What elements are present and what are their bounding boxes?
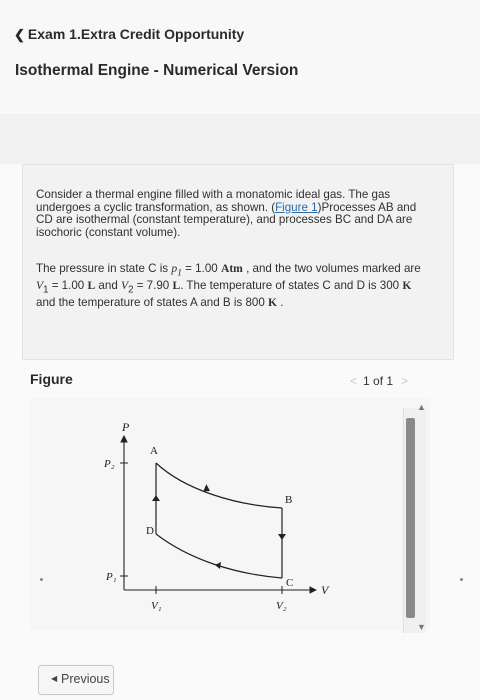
previous-label: Previous	[61, 672, 110, 686]
point-label-d: D	[146, 525, 154, 537]
problem-paragraph-2: The pressure in state C is $p_1 = 1.00$ Atm , and the two volumes marked are $V_1 = 1.00$ L and $V_2 = 7.90$ L. The temperature of states C and D is 300 K and the temperature of states A and B is 800 K .	[36, 262, 421, 309]
tick-label-p1: P₁	[106, 571, 117, 583]
point-label-a: A	[150, 445, 158, 457]
problem-paragraph-1: Consider a thermal engine filled with a monatomic ideal gas. The gas undergoes a cyclic transformation, as shown. (Figure 1)Processes AB and CD are isothermal (constant temperature), and processes BC and DA are isochoric (constant volume).	[36, 188, 417, 239]
arrow-cd	[215, 562, 221, 569]
point-label-c: C	[286, 577, 294, 589]
pager-text: 1 of 1	[363, 374, 394, 388]
point-label-b: B	[285, 494, 293, 506]
process-ab-curve	[156, 463, 282, 508]
figure-label: Figure	[30, 371, 73, 387]
scrollbar-thumb[interactable]	[406, 418, 415, 618]
scroll-up-icon[interactable]: ▲	[417, 402, 426, 412]
arrow-da	[152, 495, 160, 501]
back-label: Exam 1.Extra Credit Opportunity	[27, 26, 245, 42]
tick-label-v1: V₁	[151, 600, 162, 612]
page-title: Isothermal Engine - Numerical Version	[15, 62, 299, 79]
previous-button[interactable]	[38, 665, 114, 695]
process-cd-curve	[156, 534, 282, 578]
chevron-left-icon[interactable]: <	[350, 374, 358, 388]
chevron-left-icon: ❮	[14, 27, 25, 42]
tick-label-v2: V₂	[276, 600, 287, 612]
axis-label-p: P	[122, 420, 130, 434]
tick-label-p2: P₂	[104, 458, 115, 470]
scroll-down-icon[interactable]: ▼	[417, 622, 426, 632]
figure-link[interactable]: Figure 1	[275, 200, 318, 214]
arrow-bc	[278, 534, 286, 540]
chevron-right-icon[interactable]: >	[401, 374, 409, 388]
triangle-left-icon: ◀	[51, 674, 58, 683]
axis-label-v: V	[321, 583, 329, 597]
